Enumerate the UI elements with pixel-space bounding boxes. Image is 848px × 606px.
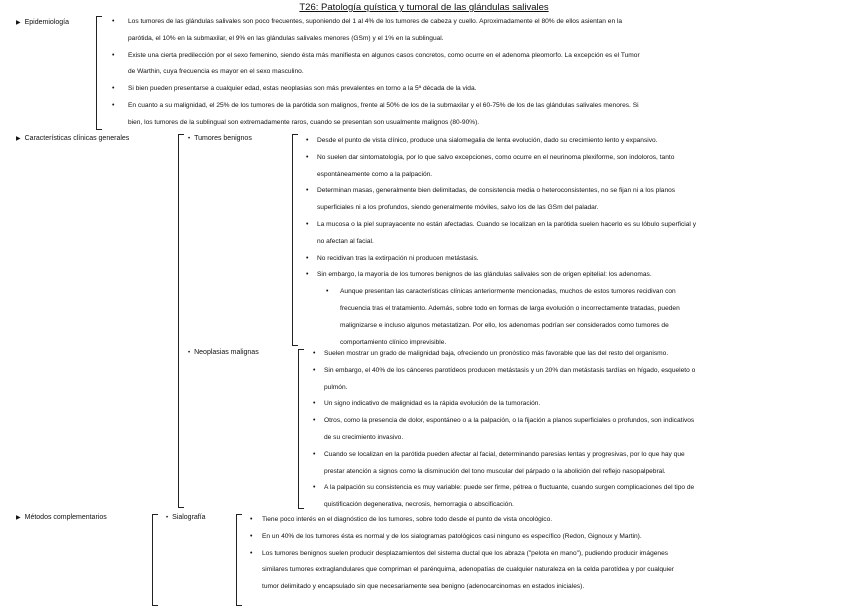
page-title: T26: Patología quística y tumoral de las glándulas salivales [299, 2, 549, 13]
benignos-item-line: No suelen dar sintomatología, por lo que salvo excepciones, como ocurre en el neurinoma plexiforme, son indoloros, tanto [317, 153, 675, 161]
benignos-bullet-icon: • [306, 153, 309, 161]
outline-label-text: Características clínicas generales [24, 135, 130, 142]
outline-label-text: Tumores benignos [194, 135, 252, 142]
sialografia-item-line: Tiene poco interés en el diagnóstico de los tumores, sobre todo desde el punto de vista oncológico. [262, 516, 553, 523]
bracket [96, 16, 102, 130]
section-metodos [16, 514, 107, 521]
bullet-icon: • [188, 350, 191, 356]
benignos-bullet-icon: • [306, 254, 309, 262]
malignas-item-line: Otros, como la presencia de dolor, espontáneo o a la palpación, o la fijación a planos superficiales o profundos, son indicativos [324, 417, 695, 425]
malignas-bullet-icon: • [313, 417, 316, 425]
bracket [236, 514, 242, 606]
malignas-item-line: pulmón. [324, 383, 348, 391]
sialografia-item-line: similares tumores extraglandulares que compriman el parénquima, adenopatías de cualquier naturaleza en la celda parotídea y por cualquier [262, 566, 674, 574]
bullet-icon: • [166, 515, 169, 521]
sub-bullet-icon: • [326, 288, 329, 296]
benignos-bullet-icon: • [306, 137, 309, 144]
epidemiologia-item-line: Los tumores de las glándulas salivales son poco frecuentes, suponiendo del 1 al 4% de los tumores de cabeza y cuello. Aproximadamente el 80% de ellos asientan en la [128, 18, 623, 25]
sialografia-bullet-icon: • [250, 549, 253, 557]
benignos-bullet-icon: • [306, 221, 309, 228]
subsection-neoplasias-malignas [188, 349, 259, 356]
malignas-item-line: quistificación degenerativa, necrosis, hemorragia o abscificación. [324, 501, 514, 509]
bracket [298, 349, 304, 509]
benignos-item-line: no afectan al facial. [317, 237, 374, 245]
malignas-bullet-icon: • [313, 400, 316, 408]
malignas-item-line: de su crecimiento invasivo. [324, 434, 404, 441]
malignas-item-line: Sin embargo, el 40% de los cánceres parotídeos producen metástasis y un 20% dan metástasis tardías en hígado, esqueleto o [324, 366, 696, 374]
subsection-tumores-benignos [188, 135, 252, 142]
arrow-bullet-icon: ▶ [16, 515, 21, 521]
epidemiologia-bullet-icon: • [112, 18, 115, 25]
sialografia-item-line: En un 40% de los tumores ésta es normal y de los sialogramas patológicos casi ninguno es específico (Redon, Gignoux y Martin). [262, 532, 642, 540]
benignos-sub-line: frecuencia tras el tratamiento. Además, sobre todo en formas de larga evolución o incorrectamente tratadas, pueden [340, 305, 680, 312]
malignas-bullet-icon: • [313, 450, 316, 458]
epidemiologia-item-line: bien, los tumores de la sublingual son extremadamente raros, cuando se presentan son usualmente malignos (80-90%). [128, 118, 480, 126]
epidemiologia-bullet-icon: • [112, 85, 115, 93]
bullet-icon: • [188, 136, 191, 142]
malignas-bullet-icon: • [313, 350, 316, 357]
epidemiologia-item-line: Existe una cierta predilección por el sexo femenino, siendo ésta más manifiesta en algunos casos concretos, como ocurre en el adenoma pleomorfo. La excepción es el Tumor [128, 51, 640, 59]
malignas-bullet-icon: • [313, 484, 316, 492]
epidemiologia-item-line: de Warthin, cuya frecuencia es mayor en el sexo masculino. [128, 68, 304, 76]
malignas-item-line: Un signo indicativo de malignidad es la rápida evolución de la tumoración. [324, 400, 541, 408]
bracket [178, 134, 184, 508]
benignos-item-line: espontáneamente como a la palpación. [317, 170, 433, 178]
sialografia-bullet-icon: • [250, 516, 253, 523]
benignos-sub-line: Aunque presentan las características clínicas anteriormente mencionadas, muchos de estos tumores recidivan con [340, 288, 676, 296]
epidemiologia-item-line: En cuanto a su malignidad, el 25% de los tumores de la parótida son malignos, frente al 50% de los de la submaxilar y el 60-75% de los de las glándulas salivales menores. Si [128, 102, 639, 109]
section-caracteristicas [16, 135, 129, 142]
epidemiologia-bullet-icon: • [112, 51, 115, 59]
outline-label-text: Sialografía [172, 514, 206, 521]
outline-label-text: Neoplasias malignas [194, 349, 259, 356]
epidemiologia-item-line: parótida, el 10% en la submaxilar, el 9% en las glándulas salivales menores (GSm) y el 1% en la sublingual. [128, 34, 444, 42]
section-epidemiologia [16, 19, 69, 26]
sialografia-item-line: Los tumores benignos suelen producir desplazamientos del sistema ductal que los abraza ("pelota en mano"), pudiendo producir imágenes [262, 549, 669, 557]
malignas-item-line: Cuando se localizan en la parótida pueden afectar al facial, determinando paresias lentas y progresivas, por lo que hay que [324, 450, 685, 458]
sialografia-bullet-icon: • [250, 532, 253, 540]
outline-label-text: Epidemiología [24, 19, 69, 26]
subsection-sialografia [166, 514, 206, 521]
benignos-bullet-icon: • [306, 271, 309, 279]
sialografia-item-line: tumor delimitado y encapsulado sin que necesariamente sea benigno (adenocarcinomas en estados iniciales). [262, 583, 585, 591]
malignas-item-line: prestar atención a signos como la disminución del tono muscular del párpado o la abolición del reflejo nasopalpebral. [324, 467, 666, 475]
benignos-item-line: Sin embargo, la mayoría de los tumores benignos de las glándulas salivales son de origen epitelial: los adenomas. [317, 271, 652, 279]
malignas-bullet-icon: • [313, 366, 316, 374]
epidemiologia-item-line: Si bien pueden presentarse a cualquier edad, estas neoplasias son más prevalentes en torno a la 5ª década de la vida. [128, 85, 477, 93]
benignos-sub-line: malignizarse e incluso algunos metastatizan. Por ello, los adenomas podrían ser considerados como tumores de [340, 321, 669, 329]
benignos-item-line: superficiales ni a los profundos, siendo generalmente móviles, salvo los de las GSm del paladar. [317, 204, 599, 212]
bracket [152, 514, 158, 606]
benignos-bullet-icon: • [306, 187, 309, 195]
benignos-item-line: Desde el punto de vista clínico, produce una sialomegalia de lenta evolución, dado su crecimiento lento y expansivo. [317, 137, 658, 144]
arrow-bullet-icon: ▶ [16, 20, 21, 26]
malignas-item-line: A la palpación su consistencia es muy variable: puede ser firme, pétrea o fluctuante, cuando surgen complicaciones del tipo de [324, 484, 695, 492]
malignas-item-line: Suelen mostrar un grado de malignidad baja, ofreciendo un pronóstico más favorable que las del resto del organismo. [324, 350, 669, 357]
benignos-item-line: La mucosa o la piel suprayacente no están afectadas. Cuando se localizan en la parótida suelen hacerlo es su lóbulo superficial y [317, 221, 697, 228]
benignos-sub-line: comportamiento clínico imprevisible. [340, 338, 447, 346]
bracket [292, 134, 298, 346]
arrow-bullet-icon: ▶ [16, 136, 21, 142]
outline-label-text: Métodos complementarios [24, 514, 107, 521]
benignos-item-line: No recidivan tras la extirpación ni producen metástasis. [317, 254, 479, 262]
benignos-item-line: Determinan masas, generalmente bien delimitadas, de consistencia media o heteroconsistentes, no se fijan ni a los planos [317, 187, 676, 195]
epidemiologia-bullet-icon: • [112, 102, 115, 109]
